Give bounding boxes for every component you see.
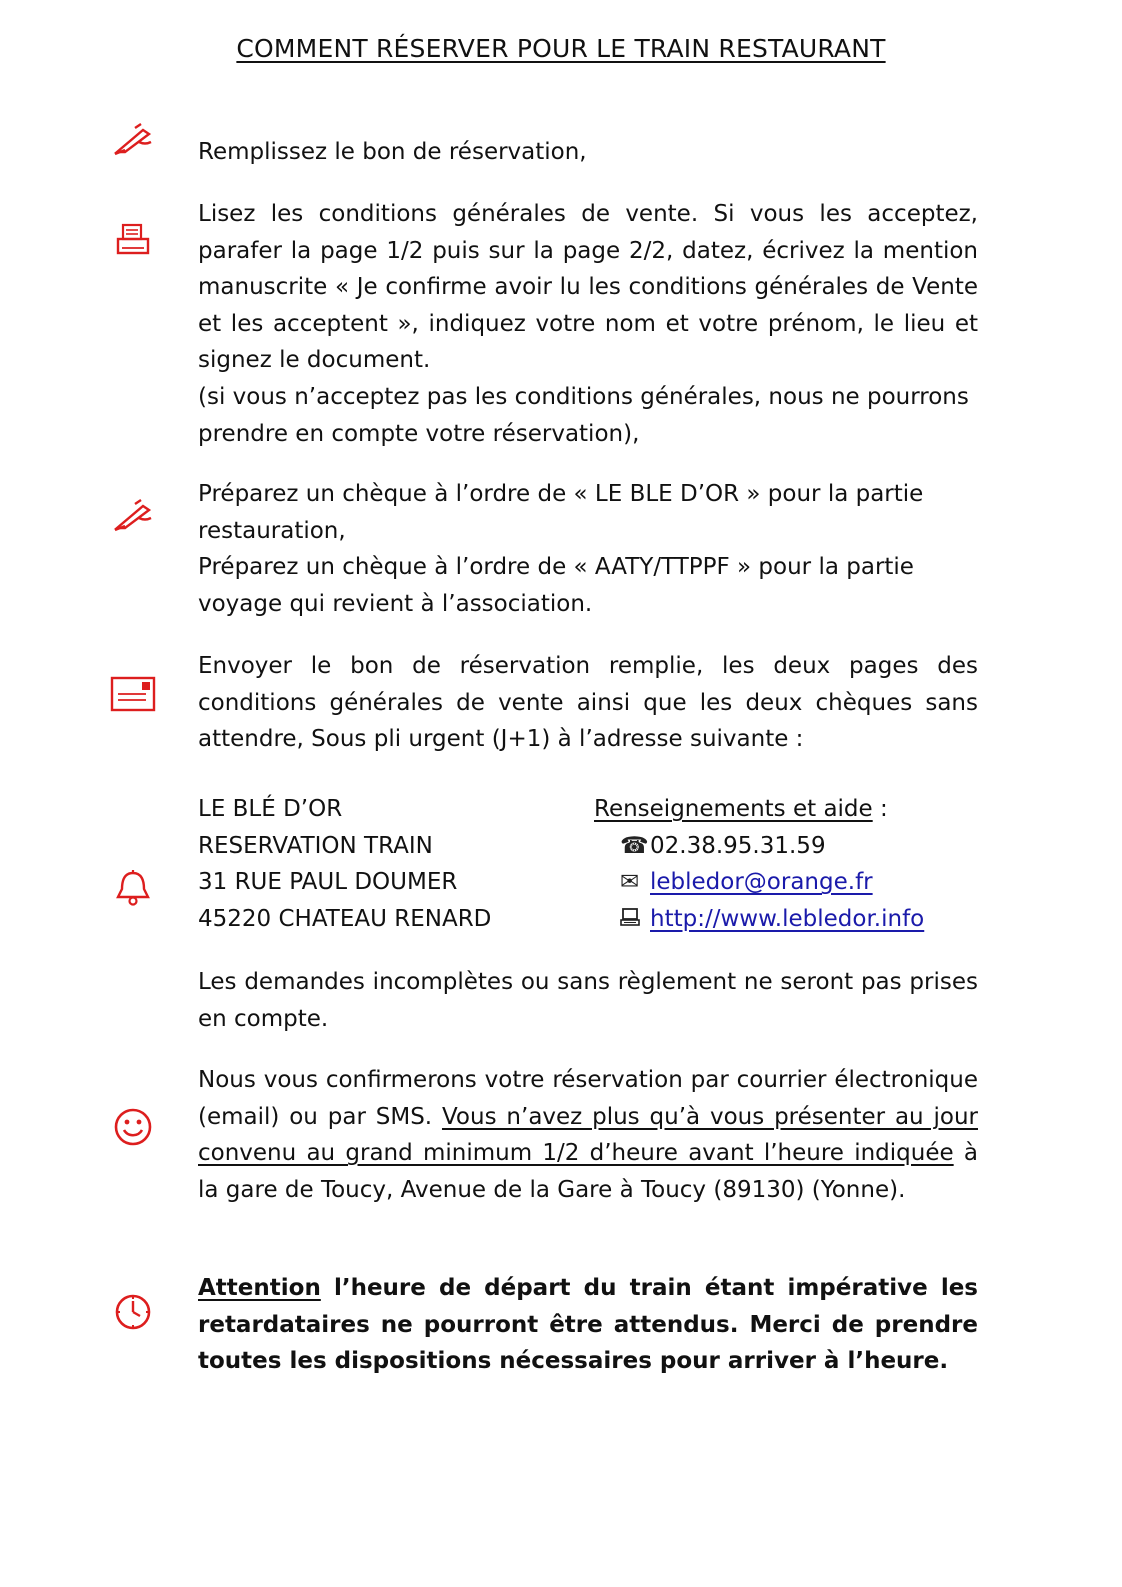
step2-note: (si vous n’acceptez pas les conditions générales, nous ne pourrons prendre en compte votre réservation), (198, 383, 969, 447)
website-row (594, 901, 924, 938)
warning-label: Attention (198, 1275, 321, 1301)
step4-text: Envoyer le bon de réservation remplie, les deux pages des conditions générales de vente ainsi que les deux chèques sans attendre, Sous pli urgent (J+1) à l’adresse suivante : (198, 653, 978, 753)
printer-icon (110, 222, 156, 266)
address-line: 31 RUE PAUL DOUMER (198, 869, 458, 896)
step-prepare-cheques (198, 476, 978, 622)
step-send (198, 648, 978, 758)
email-row (594, 864, 924, 901)
phone-row (594, 828, 924, 865)
step2-paragraph: Lisez les conditions générales de vente. Si vous les acceptez, parafer la page 1/2 puis sur la page 2/2, datez, écrivez la mention manuscrite « Je confirme avoir lu les conditions générales de Vente et les acceptent », indiquez votre nom et votre prénom, le lieu et signez le document. (198, 201, 978, 374)
writing-hand-icon (110, 122, 156, 160)
confirmation-info (198, 1062, 978, 1208)
warning-notice (198, 1270, 978, 1380)
confirmation-location: à la gare de Toucy, Avenue de la Gare à Toucy (89130) (Yonne). (198, 1140, 979, 1203)
page-title: COMMENT RÉSERVER POUR LE TRAIN RESTAURANT (236, 34, 886, 63)
warning-paragraph (198, 1270, 978, 1380)
website-link[interactable]: http://www.lebledor.info (650, 905, 925, 932)
confirmation-paragraph (198, 1062, 978, 1208)
computer-icon (620, 901, 650, 938)
step-fill-form (198, 134, 978, 171)
warning-text: l’heure de départ du train étant impérative les retardataires ne pourront être attendus. Merci de prendre toutes les dispositions nécessaires pour arriver à l’heure. (198, 1275, 978, 1375)
step3-cheque-voyage: Préparez un chèque à l’ordre de « AATY/TTPPF » pour la partie voyage qui revient à l’association. (198, 554, 914, 617)
contact-heading-row (594, 791, 924, 828)
writing-hand-icon (110, 498, 156, 536)
confirmation-underlined: Vous n’avez plus qu’à vous présenter au jour convenu au grand minimum 1/2 d’heure avant l’heure indiquée (198, 1103, 978, 1167)
incomplete-note-text: Les demandes incomplètes ou sans règlement ne seront pas prises en compte. (198, 969, 978, 1032)
clock-icon (110, 1292, 156, 1336)
address-line: 45220 CHATEAU RENARD (198, 905, 492, 932)
envelope-icon (110, 676, 156, 716)
mail-icon: ✉ (620, 869, 640, 896)
step-read-conditions (198, 196, 978, 452)
address-line: RESERVATION TRAIN (198, 832, 433, 859)
contact-info (594, 791, 924, 937)
postal-address (198, 791, 491, 937)
address-line: LE BLÉ D’OR (198, 796, 343, 822)
bell-icon (110, 869, 156, 911)
telephone-icon: ☎ (620, 832, 649, 859)
confirmation-text: Nous vous confirmerons votre réservation par courrier électronique (email) ou par SMS. (198, 1067, 978, 1130)
step1-text: Remplissez le bon de réservation, (198, 139, 587, 165)
email-link[interactable]: lebledor@orange.fr (650, 869, 873, 896)
smiley-icon (110, 1107, 156, 1151)
contact-heading: Renseignements et aide (594, 796, 873, 822)
contact-heading-colon: : (872, 796, 888, 822)
phone-number: 02.38.95.31.59 (650, 832, 826, 859)
step3-cheque-restaurant: Préparez un chèque à l’ordre de « LE BLE D’OR » pour la partie restauration, (198, 481, 924, 544)
incomplete-note (198, 964, 978, 1037)
